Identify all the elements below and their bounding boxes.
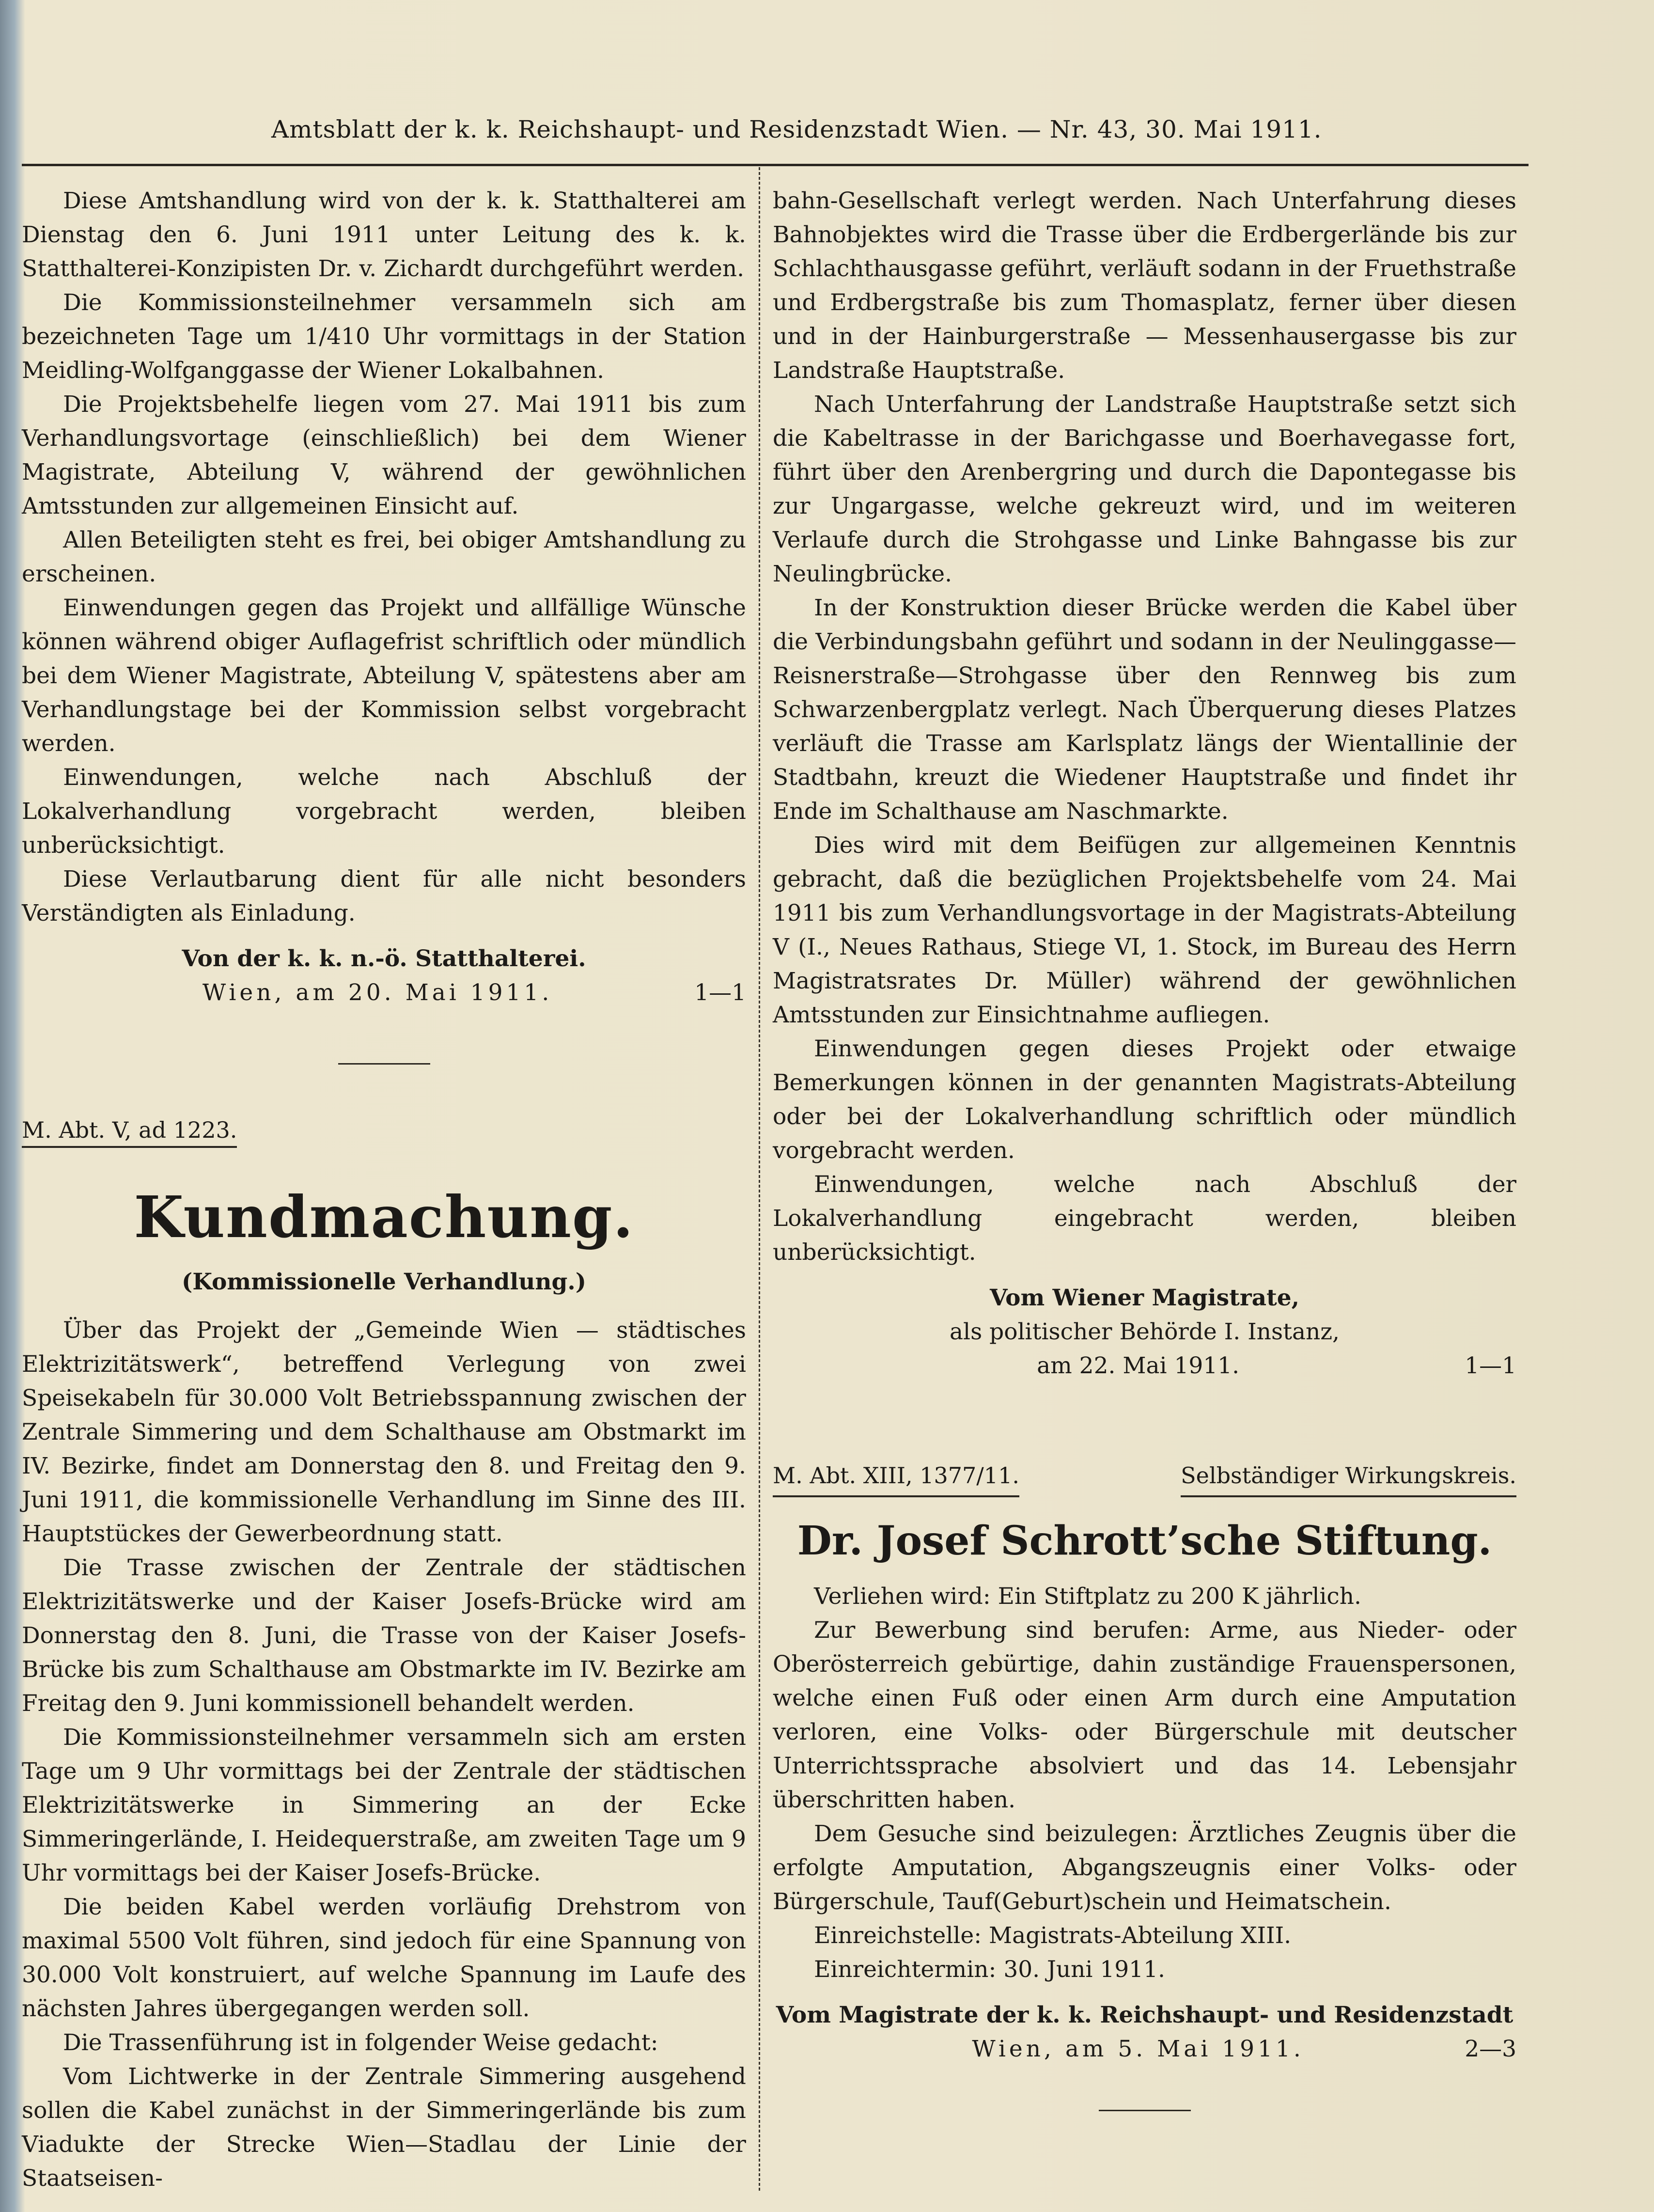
left-column [22,184,746,2196]
signature-role: als politischer Behörde I. Instanz, [950,1318,1340,1345]
final-place-date: Wien, am 5. Mai 1911. [972,2036,1304,2062]
intro-paragraph: Einwendungen, welche nach Abschluß der Lokalverhandlung vorgebracht werden, bleiben unberücksichtigt. [22,764,746,859]
reference-scope: Selbständiger Wirkungskreis. [1181,1459,1516,1497]
signature-place-date: Wien, am 20. Mai 1911. [202,979,553,1006]
foundation-paragraph: Dem Gesuche sind beizulegen: Ärztliches Zeugnis über die erfolgte Amputation, Abgangszeugnis einer Volks- oder Bürgerschule, Tauf(Geburt)schein und Heimatschein. [773,1820,1516,1915]
foundation-title: Dr. Josef Schrott’sche Stiftung. [797,1518,1492,1564]
section-separator [338,1063,430,1065]
body-paragraph: Die beiden Kabel werden vorläufig Drehstrom von maximal 5500 Volt führen, sind jedoch für eine Spannung von 30.000 Volt konstruiert, auf welche Spannung im Laufe des nächsten Jahres übergegangen werden soll. [22,1894,746,2022]
signature-line [22,976,746,1010]
body-paragraph: Die Kommissionsteilnehmer versammeln sich am ersten Tage um 9 Uhr vormittags bei der Zentrale der städtischen Elektrizitätswerke in Simmering an der Ecke Simmeringerlände, I. Heidequerstraße, am zweiten Tage um 9 Uhr vormittags bei der Kaiser Josefs-Brücke. [22,1724,746,1886]
signature-number: 1—1 [694,979,746,1006]
intro-paragraph: Diese Verlautbarung dient für alle nicht besonders Verständigten als Einladung. [22,866,746,926]
signature-date: am 22. Mai 1911. [1037,1352,1240,1379]
right-column [773,184,1516,2160]
reference-row [773,1459,1516,1497]
page-header: Amtsblatt der k. k. Reichshaupt- und Residenzstadt Wien. — Nr. 43, 30. Mai 1911. [271,115,1322,143]
continued-paragraph: Einwendungen, welche nach Abschluß der Lokalverhandlung eingebracht werden, bleiben unberücksichtigt. [773,1171,1516,1266]
notice-title: Kundmachung. [134,1183,634,1251]
notice-subtitle: (Kommissionelle Verhandlung.) [181,1269,587,1295]
final-signature-line [773,2032,1516,2066]
final-authority: Vom Magistrate der k. k. Reichshaupt- und Residenzstadt [776,2002,1514,2028]
continued-paragraph: bahn-Gesellschaft verlegt werden. Nach Unterfahrung dieses Bahnobjektes wird die Trasse über die Erdbergerlände bis zur Schlachthausgasse geführt, verläuft sodann in der Fruethstraße und Erdbergstraße bis zum Thomasplatz, ferner über diesen und in der Hainburgerstraße — Messenhausergasse bis zur Landstraße Hauptstraße. [773,188,1516,384]
intro-paragraph: Allen Beteiligten steht es frei, bei obiger Amtshandlung zu erscheinen. [22,527,746,587]
continued-paragraph: Nach Unterfahrung der Landstraße Hauptstraße setzt sich die Kabeltrasse in der Barichgasse und Boerhavegasse fort, führt über den Arenbergring und durch die Dapontegasse bis zur Ungargasse, welche gekreuzt wird, und im weiteren Verlaufe durch die Strohgasse und Linke Bahngasse bis zur Neulingbrücke. [773,391,1516,587]
column-divider [759,167,760,2193]
end-separator [1099,2110,1191,2111]
signature-authority: Vom Wiener Magistrate, [989,1285,1300,1311]
reference-number: M. Abt. V, ad 1223. [22,1117,237,1148]
foundation-paragraph: Zur Bewerbung sind berufen: Arme, aus Nieder- oder Oberösterreich gebürtige, dahin zuständige Frauenspersonen, welche einen Fuß oder einen Arm durch eine Amputation verloren, eine Volks- oder Bürgerschule mit deutscher Unterrichtssprache absolviert und das 14. Lebensjahr überschritten haben. [773,1617,1516,1813]
final-number: 2—3 [1465,2036,1516,2062]
intro-paragraph: Einwendungen gegen das Projekt und allfällige Wünsche können während obiger Auflagefrist schriftlich oder mündlich bei dem Wiener Magistrate, Abteilung V, spätestens aber am Verhandlungstage bei der Kommission selbst vorgebracht werden. [22,595,746,757]
signature-line [773,1349,1516,1383]
foundation-paragraph: Einreichtermin: 30. Juni 1911. [814,1956,1165,1983]
reference-line [22,1113,746,1147]
intro-paragraph: Die Projektsbehelfe liegen vom 27. Mai 1911 bis zum Verhandlungsvortage (einschließlich) bei dem Wiener Magistrate, Abteilung V, während der gewöhnlichen Amtsstunden zur allgemeinen Einsicht auf. [22,391,746,519]
body-paragraph: Die Trasse zwischen der Zentrale der städtischen Elektrizitätswerke und der Kaiser Josefs-Brücke wird am Donnerstag den 8. Juni, die Trasse von der Kaiser Josefs-Brücke bis zum Schalthause am Obstmarkte im IV. Bezirke am Freitag den 9. Juni kommissionell behandelt werden. [22,1554,746,1717]
foundation-paragraph: Einreichstelle: Magistrats-Abteilung XIII. [814,1922,1292,1949]
continued-paragraph: In der Konstruktion dieser Brücke werden die Kabel über die Verbindungsbahn geführt und sodann in der Neulinggasse—Reisnerstraße—Strohgasse über den Rennweg bis zum Schwarzenbergplatz verlegt. Nach Überquerung dieses Platzes verläuft die Trasse am Karlsplatz längs der Wientallinie der Stadtbahn, kreuzt die Wiedener Hauptstraße und findet ihr Ende im Schalthause am Naschmarkte. [773,595,1516,825]
header-rule [22,164,1529,166]
intro-paragraph: Diese Amtshandlung wird von der k. k. Statthalterei am Dienstag den 6. Juni 1911 unter Leitung des k. k. Statthalterei-Konzipisten Dr. v. Zichardt durchgeführt werden. [22,188,746,282]
continued-paragraph: Einwendungen gegen dieses Projekt oder etwaige Bemerkungen können in der genannten Magistrats-Abteilung oder bei der Lokalverhandlung schriftlich oder mündlich vorgebracht werden. [773,1035,1516,1164]
body-paragraph: Über das Projekt der „Gemeinde Wien — städtisches Elektrizitätswerk“, betreffend Verlegung von zwei Speisekabeln für 30.000 Volt Betriebsspannung zwischen der Zentrale Simmering und dem Schalthause am Obstmarkt im IV. Bezirke, findet am Donnerstag den 8. und Freitag den 9. Juni 1911, die kommissionelle Verhandlung im Sinne des III. Hauptstückes der Gewerbeordnung statt. [22,1317,746,1547]
continued-paragraph: Dies wird mit dem Beifügen zur allgemeinen Kenntnis gebracht, daß die bezüglichen Projektsbehelfe vom 24. Mai 1911 bis zum Verhandlungsvortage in der Magistrats-Abteilung V (I., Neues Rathaus, Stiege VI, 1. Stock, im Bureau des Herrn Magistratsrates Dr. Müller) während der gewöhnlichen Amtsstunden zur Einsichtnahme aufliegen. [773,832,1516,1028]
signature-number: 1—1 [1465,1352,1516,1379]
intro-paragraph: Die Kommissionsteilnehmer versammeln sich am bezeichneten Tage um 1/410 Uhr vormittags in der Station Meidling-Wolfganggasse der Wiener Lokalbahnen. [22,289,746,384]
body-paragraph: Die Trassenführung ist in folgender Weise gedacht: [63,2029,658,2056]
section-gap [773,1383,1516,1456]
signature-authority: Von der k. k. n.-ö. Statthalterei. [182,945,586,972]
reference-number: M. Abt. XIII, 1377/11. [773,1459,1019,1497]
foundation-paragraph: Verliehen wird: Ein Stiftplatz zu 200 K jährlich. [814,1583,1361,1610]
body-paragraph: Vom Lichtwerke in der Zentrale Simmering ausgehend sollen die Kabel zunächst in der Simmeringerlände bis zum Viadukte der Strecke Wien—Stadlau der Linie der Staatseisen- [22,2063,746,2192]
